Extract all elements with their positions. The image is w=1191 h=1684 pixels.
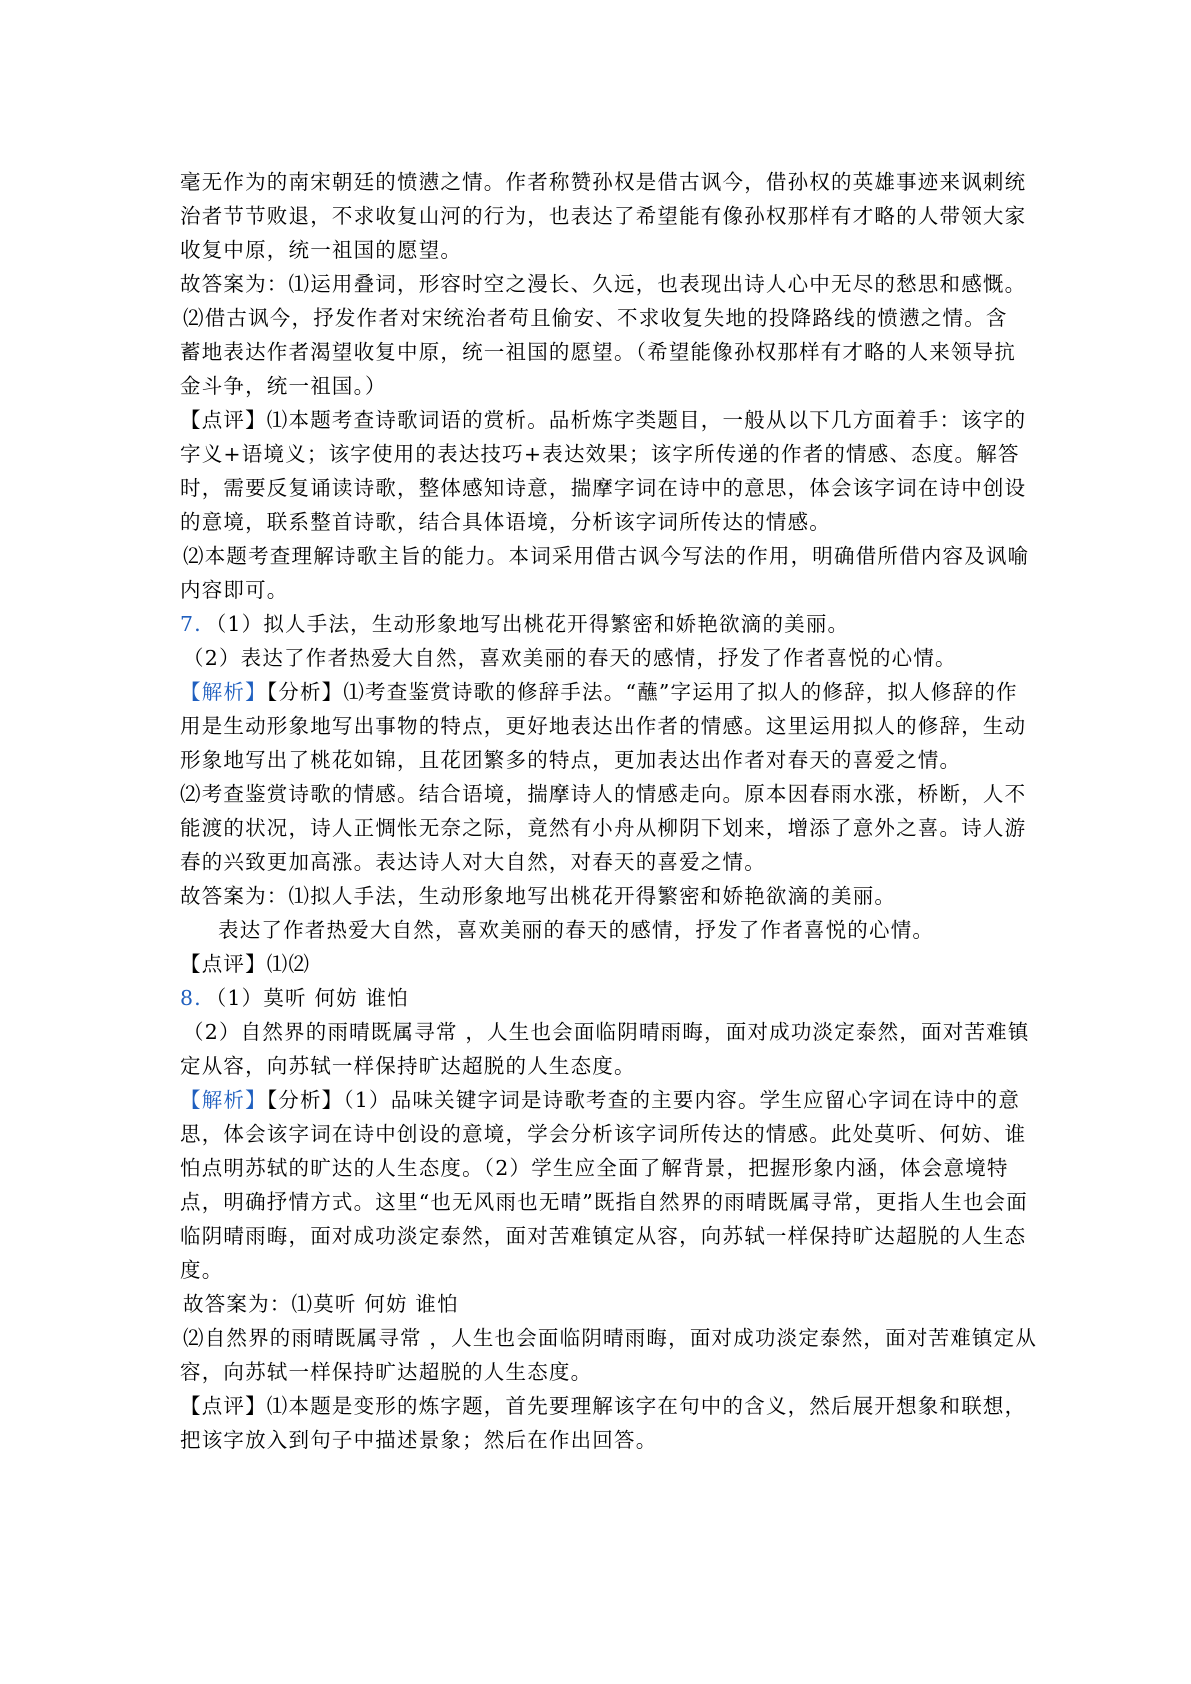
- text-line: 毫无作为的南宋朝廷的愤懑之情。作者称赞孙权是借古讽今，借孙权的英雄事迹来讽刺统: [180, 170, 1027, 194]
- text-line: 形象地写出了桃花如锦，且花团繁多的特点，更加表达出作者对春天的喜爱之情。: [180, 748, 962, 772]
- comment-heading: 【点评】⑴⑵: [180, 952, 311, 976]
- text-line: ⑵本题考查理解诗歌主旨的能力。本词采用借古讽今写法的作用，明确借所借内容及讽喻: [183, 544, 1030, 568]
- comment-heading: 【点评】⑴本题是变形的炼字题，首先要理解该字在句中的含义，然后展开想象和联想，: [180, 1394, 1027, 1418]
- question-8-answer-2: （2）自然界的雨晴既属寻常 ，人生也会面临阴晴雨晦，面对成功淡定泰然，面对苦难镇: [183, 1020, 1030, 1044]
- text-line: 金斗争，统一祖国。）: [180, 374, 387, 398]
- analysis-text: 【分析】（1）品味关键字词是诗歌考查的主要内容。学生应留心字词在诗中的意: [266, 1088, 1021, 1112]
- text-line: 能渡的状况，诗人正惆怅无奈之际，竟然有小舟从柳阴下划来，增添了意外之喜。诗人游: [180, 816, 1027, 840]
- question-7-answer-2: （2）表达了作者热爱大自然，喜欢美丽的春天的感情，抒发了作者喜悦的心情。: [183, 646, 957, 670]
- analysis-heading: [180, 674, 1020, 710]
- text-line: 表达了作者热爱大自然，喜欢美丽的春天的感情，抒发了作者喜悦的心情。: [218, 918, 935, 942]
- text-line: 故答案为：⑴拟人手法，生动形象地写出桃花开得繁密和娇艳欲滴的美丽。: [180, 884, 897, 908]
- text-line: ⑵借古讽今，抒发作者对宋统治者苟且偷安、不求收复失地的投降路线的愤懑之情。含: [183, 306, 1008, 330]
- text-line: 字义+语境义；该字使用的表达技巧+表达效果；该字所传递的作者的情感、态度。解答: [180, 442, 1020, 466]
- text-line: 春的兴致更加高涨。表达诗人对大自然，对春天的喜爱之情。: [180, 850, 766, 874]
- text-line: 内容即可。: [180, 578, 289, 602]
- text-line: 把该字放入到句子中描述景象；然后在作出回答。: [180, 1428, 658, 1452]
- text-line: 定从容，向苏轼一样保持旷达超脱的人生态度。: [180, 1054, 636, 1078]
- question-number: 8．: [180, 986, 216, 1010]
- analysis-text: 【分析】⑴考查鉴赏诗歌的修辞手法。“蘸”字运用了拟人的修辞，拟人修辞的作: [266, 680, 1018, 704]
- text-line: ⑵自然界的雨晴既属寻常 ，人生也会面临阴晴雨晦，面对成功淡定泰然，面对苦难镇定从: [183, 1326, 1038, 1350]
- text-line: 怕点明苏轼的旷达的人生态度。（2）学生应全面了解背景，把握形象内涵，体会意境特: [180, 1156, 1009, 1180]
- text-line: 蓄地表达作者渴望收复中原，统一祖国的愿望。（希望能像孙权那样有才略的人来领导抗: [180, 340, 1017, 364]
- analysis-label: 【解析】: [180, 680, 267, 704]
- text-line: 度。: [180, 1258, 224, 1282]
- analysis-label: 【解析】: [180, 1088, 267, 1112]
- text-line: 容，向苏轼一样保持旷达超脱的人生态度。: [180, 1360, 593, 1384]
- question-8-answer-1: [180, 980, 1020, 1016]
- text-line: 治者节节败退，不求收复山河的行为，也表达了希望能有像孙权那样有才略的人带领大家: [180, 204, 1027, 228]
- comment-heading: 【点评】⑴本题考查诗歌词语的赏析。品析炼字类题目，一般从以下几方面着手：该字的: [180, 408, 1027, 432]
- analysis-heading: [180, 1082, 1020, 1118]
- text-line: 临阴晴雨晦，面对成功淡定泰然，面对苦难镇定从容，向苏轼一样保持旷达超脱的人生态: [180, 1224, 1027, 1248]
- text-line: ⑵考查鉴赏诗歌的情感。结合语境，揣摩诗人的情感走向。原本因春雨水涨，桥断，人不: [180, 782, 1027, 806]
- answer-text: （1）拟人手法，生动形象地写出桃花开得繁密和娇艳欲滴的美丽。: [215, 612, 850, 636]
- text-line: 故答案为：⑴莫听 何妨 谁怕: [183, 1292, 459, 1316]
- text-line: 时，需要反复诵读诗歌，整体感知诗意，揣摩字词在诗中的意思，体会该字词在诗中创设: [180, 476, 1027, 500]
- text-line: 用是生动形象地写出事物的特点，更好地表达出作者的情感。这里运用拟人的修辞，生动: [180, 714, 1027, 738]
- text-line: 点，明确抒情方式。这里“也无风雨也无晴”既指自然界的雨晴既属寻常，更指人生也会面: [180, 1190, 1028, 1214]
- text-line: 的意境，联系整首诗歌，结合具体语境，分析该字词所传达的情感。: [180, 510, 831, 534]
- question-7-answer-1: [180, 606, 1020, 642]
- text-line: 故答案为：⑴运用叠词，形容时空之漫长、久远，也表现出诗人心中无尽的愁思和感慨。: [180, 272, 1027, 296]
- answer-text: （1）莫听 何妨 谁怕: [215, 986, 409, 1010]
- question-number: 7．: [180, 612, 216, 636]
- text-line: 思，体会该字词在诗中创设的意境，学会分析该字词所传达的情感。此处莫听、何妨、谁: [180, 1122, 1027, 1146]
- text-line: 收复中原，统一祖国的愿望。: [180, 238, 463, 262]
